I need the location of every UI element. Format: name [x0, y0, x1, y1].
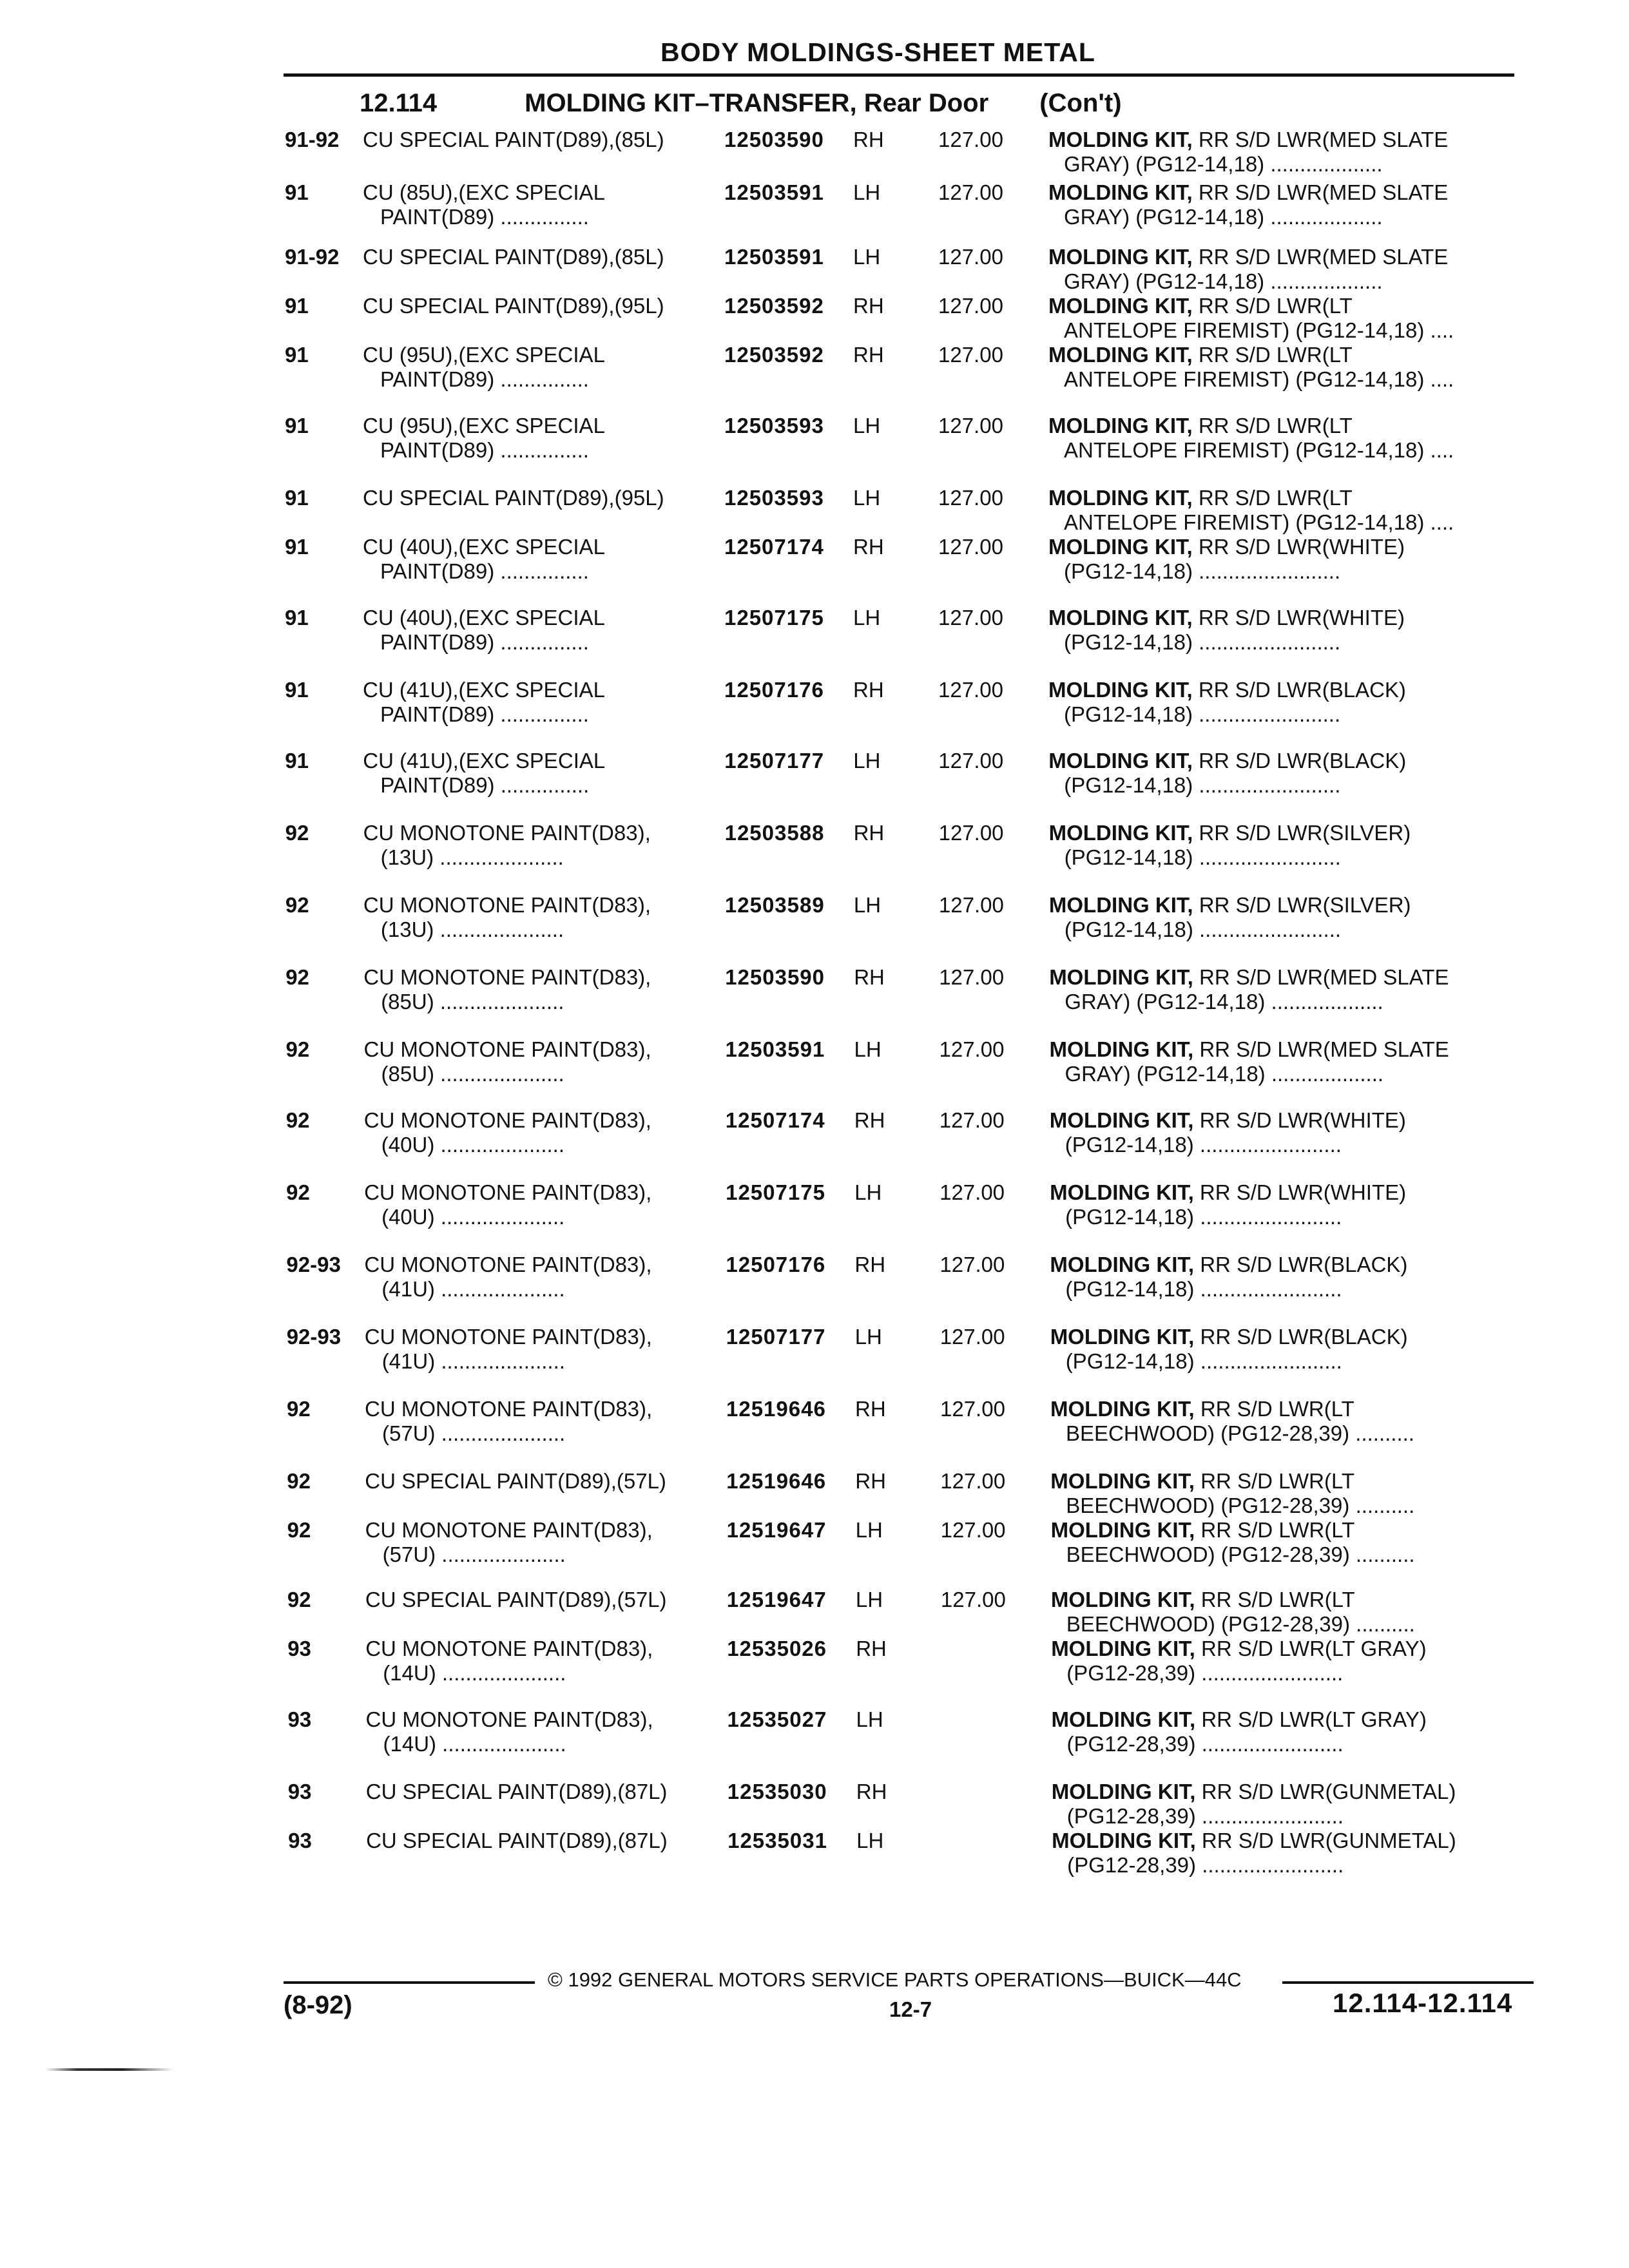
description-line-1	[1048, 678, 1406, 702]
model-year: 91	[285, 606, 309, 629]
description-keyword: MOLDING KIT,	[1050, 1518, 1195, 1542]
description-keyword: MOLDING KIT,	[1048, 678, 1193, 702]
list-item	[0, 535, 1629, 586]
list-item	[0, 1325, 1629, 1376]
side-code: LH	[853, 180, 881, 204]
list-item	[0, 1469, 1629, 1521]
description-line-1	[1050, 1325, 1408, 1349]
usage-line-2: (14U) .....................	[383, 1661, 566, 1685]
description-keyword: MOLDING KIT,	[1048, 821, 1193, 845]
description-line-1	[1048, 245, 1448, 269]
model-year: 91	[285, 678, 309, 702]
price: 127.00	[938, 678, 1003, 702]
description-detail: RR S/D LWR(MED SLATE	[1192, 245, 1449, 269]
usage-line-2: (85U) .....................	[381, 1062, 564, 1086]
footer-rule-left	[284, 1981, 535, 1984]
price: 127.00	[938, 821, 1004, 845]
usage-line-2: (40U) .....................	[381, 1205, 565, 1229]
part-number: 12535027	[727, 1707, 827, 1731]
list-item	[0, 606, 1629, 657]
description-detail: RR S/D LWR(LT	[1194, 1397, 1354, 1421]
model-year: 92	[285, 821, 309, 845]
usage-line-2: (14U) .....................	[383, 1732, 566, 1756]
side-code: LH	[853, 245, 881, 269]
usage-line-1: CU MONOTONE PAINT(D83),	[364, 1180, 652, 1204]
model-year: 92	[287, 1397, 311, 1421]
description-line-1	[1048, 343, 1353, 367]
side-code: LH	[854, 1325, 882, 1349]
side-code: RH	[853, 821, 885, 845]
price: 127.00	[940, 1588, 1006, 1611]
side-code: LH	[853, 749, 881, 773]
model-year: 92-93	[286, 1253, 341, 1276]
model-year: 93	[287, 1637, 311, 1660]
section-heading	[360, 89, 1122, 118]
description-line-2: (PG12-14,18) ........................	[1065, 1349, 1342, 1373]
description-detail: RR S/D LWR(WHITE)	[1193, 1108, 1406, 1132]
model-year: 92	[285, 965, 309, 989]
model-year: 92	[287, 1469, 311, 1493]
model-year: 92	[287, 1518, 311, 1542]
list-item	[0, 1637, 1629, 1688]
part-number: 12519647	[726, 1588, 827, 1611]
usage-line-1: CU SPECIAL PAINT(D89),(95L)	[363, 294, 664, 318]
side-code: RH	[855, 1469, 886, 1493]
section-title: MOLDING KIT–TRANSFER, Rear Door	[525, 89, 989, 117]
description-detail: RR S/D LWR(LT GRAY)	[1195, 1707, 1427, 1731]
usage-line-1: CU SPECIAL PAINT(D89),(57L)	[365, 1588, 667, 1611]
usage-line-1: CU (95U),(EXC SPECIAL	[363, 414, 605, 437]
description-line-1	[1049, 965, 1449, 990]
description-keyword: MOLDING KIT,	[1049, 965, 1193, 989]
description-keyword: MOLDING KIT,	[1051, 1637, 1195, 1660]
side-code: RH	[853, 128, 884, 151]
description-line-2: BEECHWOOD) (PG12-28,39) ..........	[1066, 1612, 1415, 1636]
description-keyword: MOLDING KIT,	[1050, 1180, 1194, 1204]
description-keyword: MOLDING KIT,	[1048, 414, 1193, 437]
price: 127.00	[938, 535, 1003, 559]
description-line-1	[1051, 1588, 1355, 1612]
description-line-2: GRAY) (PG12-14,18) ...................	[1064, 269, 1383, 293]
part-number: 12503593	[724, 414, 824, 437]
usage-line-2: PAINT(D89) ...............	[380, 630, 589, 654]
description-line-2: (PG12-14,18) ........................	[1064, 845, 1341, 869]
price: 127.00	[940, 1469, 1006, 1493]
side-code: RH	[856, 1780, 887, 1803]
description-keyword: MOLDING KIT,	[1048, 893, 1193, 917]
description-line-2: GRAY) (PG12-14,18) ...................	[1065, 990, 1383, 1014]
usage-line-2: (40U) .....................	[381, 1133, 565, 1157]
page-header	[284, 37, 1514, 77]
footer-date: (8-92)	[284, 1991, 352, 2019]
part-number: 12535030	[727, 1780, 827, 1803]
model-year: 93	[287, 1707, 312, 1731]
part-number: 12507175	[724, 606, 824, 629]
description-detail: RR S/D LWR(SILVER)	[1193, 821, 1411, 845]
side-code: LH	[856, 1829, 884, 1852]
description-line-1	[1048, 486, 1353, 510]
description-detail: RR S/D LWR(WHITE)	[1193, 1180, 1407, 1204]
usage-line-2: PAINT(D89) ...............	[380, 205, 589, 229]
side-code: RH	[853, 343, 884, 367]
usage-line-1: CU SPECIAL PAINT(D89),(95L)	[363, 486, 664, 510]
description-detail: RR S/D LWR(LT	[1194, 1469, 1355, 1493]
description-line-1	[1048, 606, 1405, 630]
part-number: 12519646	[726, 1397, 826, 1421]
description-line-2: (PG12-14,18) ........................	[1064, 918, 1342, 941]
part-number: 12507176	[724, 678, 824, 702]
list-item	[0, 414, 1629, 465]
list-item	[0, 821, 1629, 872]
description-line-2: BEECHWOOD) (PG12-28,39) ..........	[1066, 1494, 1415, 1517]
list-item	[0, 1397, 1629, 1448]
description-line-2: (PG12-28,39) ........................	[1066, 1661, 1344, 1685]
usage-line-1: CU MONOTONE PAINT(D83),	[365, 1518, 653, 1542]
side-code: RH	[853, 678, 884, 702]
description-line-2: (PG12-14,18) ........................	[1065, 1277, 1342, 1301]
footer-rule-right	[1282, 1981, 1534, 1984]
description-detail: RR S/D LWR(BLACK)	[1194, 1253, 1408, 1276]
model-year: 91-92	[285, 245, 340, 269]
price: 127.00	[940, 1325, 1005, 1349]
price: 127.00	[938, 414, 1003, 437]
usage-line-1: CU MONOTONE PAINT(D83),	[365, 1707, 653, 1731]
description-keyword: MOLDING KIT,	[1052, 1829, 1196, 1852]
usage-line-1: CU SPECIAL PAINT(D89),(57L)	[365, 1469, 666, 1493]
price: 127.00	[938, 128, 1003, 151]
description-line-2: (PG12-14,18) ........................	[1065, 1133, 1342, 1157]
description-detail: RR S/D LWR(BLACK)	[1192, 678, 1406, 702]
usage-line-1: CU MONOTONE PAINT(D83),	[363, 965, 651, 989]
list-item	[0, 1037, 1629, 1089]
description-detail: RR S/D LWR(BLACK)	[1192, 749, 1407, 773]
usage-line-1: CU (40U),(EXC SPECIAL	[363, 535, 605, 559]
model-year: 92	[286, 1180, 310, 1204]
usage-line-2: PAINT(D89) ...............	[380, 773, 590, 797]
usage-line-2: (85U) .....................	[381, 990, 564, 1014]
footer-page-number: 12-7	[889, 1997, 932, 2021]
usage-line-2: (13U) .....................	[380, 918, 564, 941]
description-line-1	[1052, 1780, 1456, 1804]
part-number: 12503591	[725, 1037, 825, 1061]
description-detail: RR S/D LWR(LT	[1195, 1518, 1355, 1542]
usage-line-2: (13U) .....................	[380, 845, 564, 869]
description-keyword: MOLDING KIT,	[1050, 1469, 1195, 1493]
list-item	[0, 486, 1629, 537]
part-number: 12503591	[724, 180, 824, 204]
part-number: 12507176	[726, 1253, 826, 1276]
model-year: 91-92	[285, 128, 340, 151]
part-number: 12507177	[724, 749, 825, 773]
list-item	[0, 678, 1629, 729]
section-continued: (Con't)	[1039, 89, 1122, 117]
usage-line-2: PAINT(D89) ...............	[380, 559, 589, 583]
part-number: 12507175	[726, 1180, 825, 1204]
description-line-1	[1050, 1180, 1406, 1205]
list-item	[0, 1780, 1629, 1831]
part-number: 12535031	[728, 1829, 827, 1852]
side-code: RH	[854, 1108, 885, 1132]
description-detail: RR S/D LWR(LT GRAY)	[1195, 1637, 1427, 1660]
model-year: 92	[285, 893, 309, 917]
price: 127.00	[939, 1108, 1005, 1132]
usage-line-1: CU MONOTONE PAINT(D83),	[363, 821, 651, 845]
list-item	[0, 1253, 1629, 1304]
model-year: 92	[287, 1588, 311, 1611]
description-line-1	[1051, 1637, 1426, 1661]
side-code: LH	[853, 893, 882, 917]
description-line-1	[1048, 414, 1353, 438]
price: 127.00	[938, 893, 1004, 917]
model-year: 92-93	[286, 1325, 342, 1349]
part-number: 12507174	[725, 1108, 825, 1132]
description-detail: RR S/D LWR(LT	[1192, 414, 1353, 437]
model-year: 91	[285, 294, 309, 318]
description-keyword: MOLDING KIT,	[1051, 1707, 1196, 1731]
usage-line-1: CU (40U),(EXC SPECIAL	[363, 606, 605, 629]
page-title: BODY MOLDINGS-SHEET METAL	[660, 37, 1095, 67]
list-item	[0, 749, 1629, 800]
description-line-2: (PG12-28,39) ........................	[1066, 1804, 1344, 1828]
side-code: LH	[856, 1707, 883, 1731]
description-detail: RR S/D LWR(WHITE)	[1192, 606, 1405, 629]
section-number: 12.114	[360, 89, 438, 117]
description-detail: RR S/D LWR(SILVER)	[1193, 893, 1411, 917]
description-detail: RR S/D LWR(MED SLATE	[1193, 965, 1449, 989]
description-line-1	[1050, 1108, 1406, 1133]
description-line-2: (PG12-28,39) ........................	[1066, 1732, 1344, 1756]
model-year: 93	[287, 1780, 312, 1803]
description-line-2: ANTELOPE FIREMIST) (PG12-14,18) ....	[1064, 438, 1454, 462]
price: 127.00	[938, 343, 1003, 367]
description-detail: RR S/D LWR(LT	[1195, 1588, 1355, 1611]
model-year: 91	[285, 414, 309, 437]
usage-line-1: CU SPECIAL PAINT(D89),(87L)	[366, 1829, 668, 1852]
price: 127.00	[940, 1518, 1006, 1542]
side-code: LH	[853, 414, 881, 437]
description-line-2: GRAY) (PG12-14,18) ...................	[1065, 1062, 1384, 1086]
usage-line-1: CU SPECIAL PAINT(D89),(87L)	[365, 1780, 668, 1803]
description-detail: RR S/D LWR(LT	[1192, 486, 1353, 510]
price: 127.00	[938, 294, 1003, 318]
part-number: 12535026	[727, 1637, 827, 1660]
usage-line-1: CU MONOTONE PAINT(D83),	[364, 1325, 652, 1349]
usage-line-1: CU SPECIAL PAINT(D89),(85L)	[363, 128, 664, 151]
description-line-1	[1049, 893, 1411, 918]
part-number: 12519647	[726, 1518, 827, 1542]
side-code: LH	[855, 1518, 883, 1542]
description-detail: RR S/D LWR(WHITE)	[1192, 535, 1405, 559]
description-keyword: MOLDING KIT,	[1050, 1253, 1195, 1276]
part-number: 12503592	[724, 294, 824, 318]
description-line-1	[1048, 128, 1448, 152]
part-number: 12519646	[726, 1469, 827, 1493]
list-item	[0, 1180, 1629, 1232]
description-line-1	[1050, 1253, 1407, 1277]
description-line-2: GRAY) (PG12-14,18) ...................	[1064, 205, 1383, 229]
side-code: RH	[853, 294, 884, 318]
usage-line-1: CU MONOTONE PAINT(D83),	[364, 1253, 652, 1276]
side-code: RH	[854, 1253, 886, 1276]
description-keyword: MOLDING KIT,	[1048, 486, 1193, 510]
usage-line-1: CU MONOTONE PAINT(D83),	[363, 1108, 651, 1132]
list-item	[0, 1108, 1629, 1160]
price: 127.00	[940, 1180, 1005, 1204]
price: 127.00	[940, 1397, 1005, 1421]
usage-line-1: CU MONOTONE PAINT(D83),	[363, 1037, 651, 1061]
description-line-1	[1050, 1037, 1449, 1062]
list-item	[0, 343, 1629, 394]
side-code: LH	[855, 1588, 883, 1611]
description-keyword: MOLDING KIT,	[1048, 606, 1193, 629]
side-code: LH	[854, 1037, 882, 1061]
usage-line-1: CU SPECIAL PAINT(D89),(85L)	[363, 245, 664, 269]
part-number: 12503590	[725, 965, 825, 989]
description-line-2: BEECHWOOD) (PG12-28,39) ..........	[1066, 1421, 1414, 1445]
price: 127.00	[938, 180, 1003, 204]
description-keyword: MOLDING KIT,	[1048, 343, 1193, 367]
usage-line-1: CU (85U),(EXC SPECIAL	[363, 180, 605, 204]
description-keyword: MOLDING KIT,	[1048, 749, 1193, 773]
description-line-2: (PG12-28,39) ........................	[1067, 1853, 1344, 1877]
model-year: 91	[285, 343, 309, 367]
description-keyword: MOLDING KIT,	[1049, 1108, 1194, 1132]
description-keyword: MOLDING KIT,	[1048, 180, 1193, 204]
description-detail: RR S/D LWR(MED SLATE	[1192, 180, 1449, 204]
list-item	[0, 180, 1629, 232]
description-line-1	[1051, 1518, 1355, 1542]
description-detail: RR S/D LWR(MED SLATE	[1193, 1037, 1449, 1061]
description-detail: RR S/D LWR(MED SLATE	[1192, 128, 1449, 151]
usage-line-1: CU (41U),(EXC SPECIAL	[363, 749, 606, 773]
description-line-1	[1048, 294, 1353, 318]
usage-line-1: CU MONOTONE PAINT(D83),	[365, 1397, 653, 1421]
description-line-2: ANTELOPE FIREMIST) (PG12-14,18) ....	[1064, 318, 1454, 342]
price: 127.00	[940, 1253, 1005, 1276]
usage-line-1: CU MONOTONE PAINT(D83),	[365, 1637, 653, 1660]
description-line-1	[1052, 1707, 1427, 1732]
description-line-2: (PG12-14,18) ........................	[1065, 1205, 1342, 1229]
description-line-1	[1048, 749, 1406, 773]
description-line-1	[1048, 180, 1448, 205]
model-year: 91	[285, 535, 309, 559]
list-item	[0, 1829, 1629, 1880]
list-item	[0, 1707, 1629, 1759]
price: 127.00	[938, 606, 1003, 629]
description-line-2: (PG12-14,18) ........................	[1064, 702, 1341, 726]
description-detail: RR S/D LWR(LT	[1192, 294, 1353, 318]
model-year: 92	[285, 1037, 310, 1061]
description-line-2: (PG12-14,18) ........................	[1064, 773, 1341, 797]
description-line-2: (PG12-14,18) ........................	[1064, 630, 1341, 654]
usage-line-1: CU (41U),(EXC SPECIAL	[363, 678, 605, 702]
side-code: LH	[853, 486, 881, 510]
description-detail: RR S/D LWR(BLACK)	[1194, 1325, 1408, 1349]
description-keyword: MOLDING KIT,	[1049, 1037, 1194, 1061]
side-code: LH	[853, 606, 881, 629]
part-number: 12503590	[724, 128, 824, 151]
model-year: 92	[285, 1108, 310, 1132]
description-line-2: ANTELOPE FIREMIST) (PG12-14,18) ....	[1064, 367, 1454, 391]
part-number: 12503589	[724, 893, 825, 917]
part-number: 12503588	[724, 821, 825, 845]
description-line-1	[1052, 1829, 1456, 1853]
footer-copyright: © 1992 GENERAL MOTORS SERVICE PARTS OPERATIONS—BUICK—44C	[548, 1968, 1242, 1991]
model-year: 91	[285, 749, 309, 773]
side-code: RH	[856, 1637, 887, 1660]
usage-line-2: PAINT(D89) ...............	[380, 367, 589, 391]
description-keyword: MOLDING KIT,	[1048, 535, 1193, 559]
usage-line-2: PAINT(D89) ...............	[380, 702, 589, 726]
side-code: RH	[855, 1397, 886, 1421]
usage-line-1: CU MONOTONE PAINT(D83),	[363, 893, 651, 917]
description-line-2: GRAY) (PG12-14,18) ...................	[1064, 152, 1383, 176]
scan-artifact	[45, 2068, 174, 2071]
side-code: RH	[854, 965, 885, 989]
list-item	[0, 128, 1629, 179]
list-item	[0, 965, 1629, 1017]
part-number: 12503592	[724, 343, 824, 367]
usage-line-1: CU (95U),(EXC SPECIAL	[363, 343, 605, 367]
list-item	[0, 245, 1629, 296]
part-number: 12507177	[726, 1325, 826, 1349]
part-number: 12503591	[724, 245, 824, 269]
description-line-1	[1050, 1397, 1354, 1421]
footer-section-range: 12.114-12.114	[1333, 1988, 1513, 2018]
description-line-2: BEECHWOOD) (PG12-28,39) ..........	[1066, 1542, 1415, 1566]
description-keyword: MOLDING KIT,	[1048, 294, 1193, 318]
price: 127.00	[938, 245, 1003, 269]
part-number: 12507174	[724, 535, 824, 559]
description-detail: RR S/D LWR(LT	[1192, 343, 1353, 367]
description-keyword: MOLDING KIT,	[1050, 1325, 1195, 1349]
description-keyword: MOLDING KIT,	[1048, 128, 1193, 151]
description-keyword: MOLDING KIT,	[1048, 245, 1193, 269]
usage-line-2: (57U) .....................	[382, 1421, 566, 1445]
usage-line-2: (57U) .....................	[382, 1542, 566, 1566]
side-code: LH	[854, 1180, 882, 1204]
model-year: 93	[288, 1829, 312, 1852]
list-item	[0, 893, 1629, 945]
price: 127.00	[939, 965, 1005, 989]
description-keyword: MOLDING KIT,	[1051, 1780, 1196, 1803]
description-detail: RR S/D LWR(GUNMETAL)	[1195, 1829, 1456, 1852]
price: 127.00	[939, 1037, 1005, 1061]
description-keyword: MOLDING KIT,	[1050, 1588, 1195, 1611]
description-keyword: MOLDING KIT,	[1050, 1397, 1195, 1421]
usage-line-2: PAINT(D89) ...............	[380, 438, 589, 462]
description-line-2: (PG12-14,18) ........................	[1064, 559, 1341, 583]
description-line-1	[1050, 1469, 1354, 1494]
side-code: RH	[853, 535, 884, 559]
usage-line-2: (41U) .....................	[381, 1277, 565, 1301]
description-detail: RR S/D LWR(GUNMETAL)	[1195, 1780, 1456, 1803]
description-line-1	[1048, 535, 1405, 559]
model-year: 91	[285, 180, 309, 204]
price: 127.00	[938, 486, 1003, 510]
list-item	[0, 1518, 1629, 1570]
list-item	[0, 1588, 1629, 1639]
list-item	[0, 294, 1629, 345]
model-year: 91	[285, 486, 309, 510]
part-number: 12503593	[724, 486, 824, 510]
price: 127.00	[938, 749, 1004, 773]
usage-line-2: (41U) .....................	[381, 1349, 565, 1373]
description-line-1	[1049, 821, 1411, 845]
description-line-2: ANTELOPE FIREMIST) (PG12-14,18) ....	[1064, 510, 1454, 534]
